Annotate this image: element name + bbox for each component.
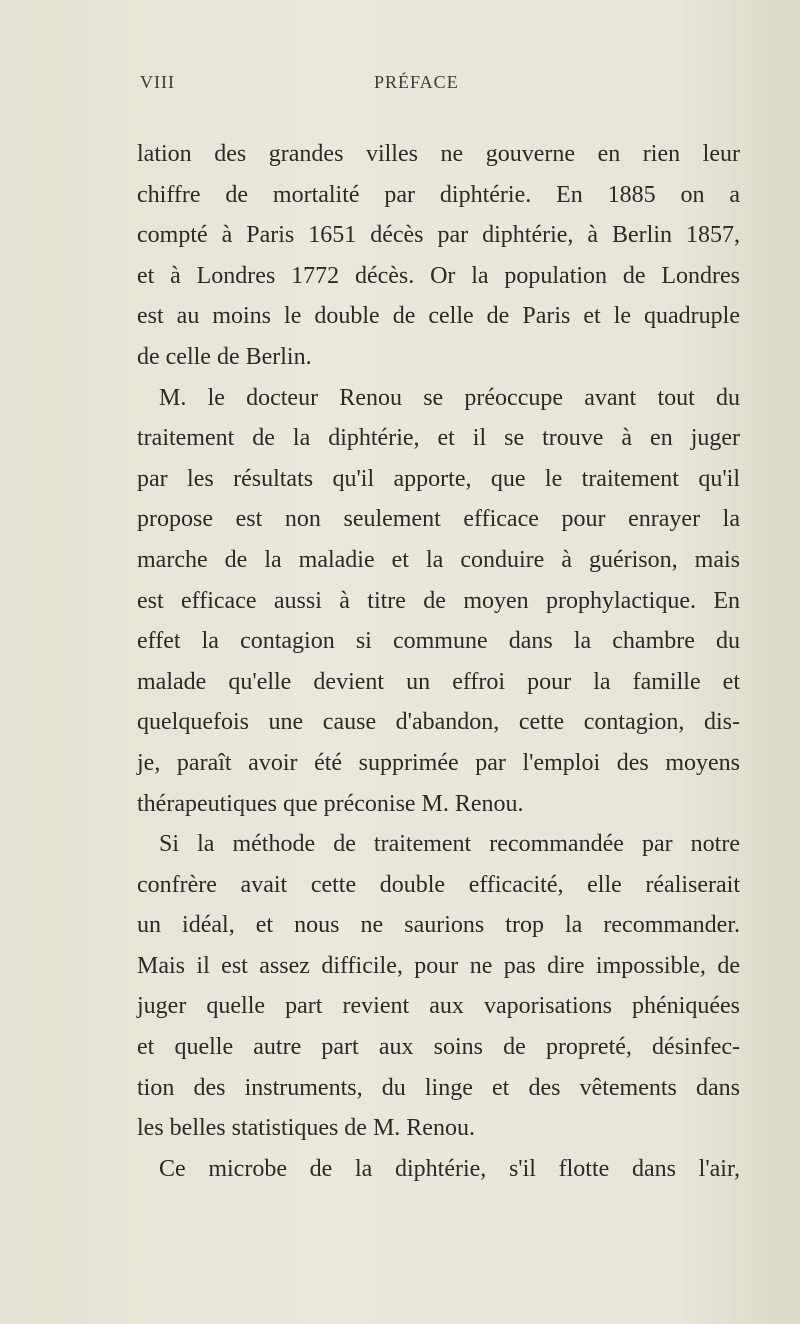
text-line: Ce microbe de la diphtérie, s'il flotte dans l'air, [159, 1155, 740, 1182]
text-line: de celle de Berlin. [137, 343, 312, 370]
text-line: quelquefois une cause d'abandon, cette contagion, dis- [137, 709, 740, 736]
text-line: Mais il est assez difficile, pour ne pas dire impossible, de [137, 952, 740, 979]
text-line: M. le docteur Renou se préoccupe avant tout du [159, 384, 740, 411]
text-line: je, paraît avoir été supprimée par l'emploi des moyens [137, 749, 740, 776]
text-line: et quelle autre part aux soins de propreté, désinfec- [137, 1034, 740, 1061]
page-header [140, 72, 660, 102]
text-line: Si la méthode de traitement recommandée par notre [159, 831, 740, 858]
text-line: lation des grandes villes ne gouverne en rien leur [137, 141, 740, 167]
text-line: propose est non seulement efficace pour enrayer la [137, 506, 740, 533]
text-line: confrère avait cette double efficacité, elle réaliserait [137, 871, 740, 898]
text-line: par les résultats qu'il apporte, que le traitement qu'il [137, 465, 740, 492]
text-line: chiffre de mortalité par diphtérie. En 1885 on a [137, 181, 740, 208]
page-number: VIII [140, 72, 175, 92]
text-line: est au moins le double de celle de Paris et le quadruple [137, 303, 740, 330]
body-text [137, 134, 740, 1189]
running-head: PRÉFACE [374, 72, 459, 92]
text-line: traitement de la diphtérie, et il se trouve à en juger [137, 425, 740, 452]
text-line: est efficace aussi à titre de moyen prophylactique. En [137, 587, 740, 614]
text-line: malade qu'elle devient un effroi pour la famille et [137, 668, 740, 695]
text-line: marche de la maladie et la conduire à guérison, mais [137, 546, 740, 573]
text-line: compté à Paris 1651 décès par diphtérie, à Berlin 1857, [137, 222, 740, 249]
text-line: un idéal, et nous ne saurions trop la recommander. [137, 912, 740, 939]
text-line: juger quelle part revient aux vaporisations phéniquées [137, 993, 740, 1020]
text-line: effet la contagion si commune dans la chambre du [137, 628, 740, 655]
text-line: et à Londres 1772 décès. Or la population de Londres [137, 262, 740, 289]
text-line: les belles statistiques de M. Renou. [137, 1115, 475, 1142]
text-line: thérapeutiques que préconise M. Renou. [137, 790, 524, 817]
text-line: tion des instruments, du linge et des vêtements dans [137, 1074, 740, 1101]
